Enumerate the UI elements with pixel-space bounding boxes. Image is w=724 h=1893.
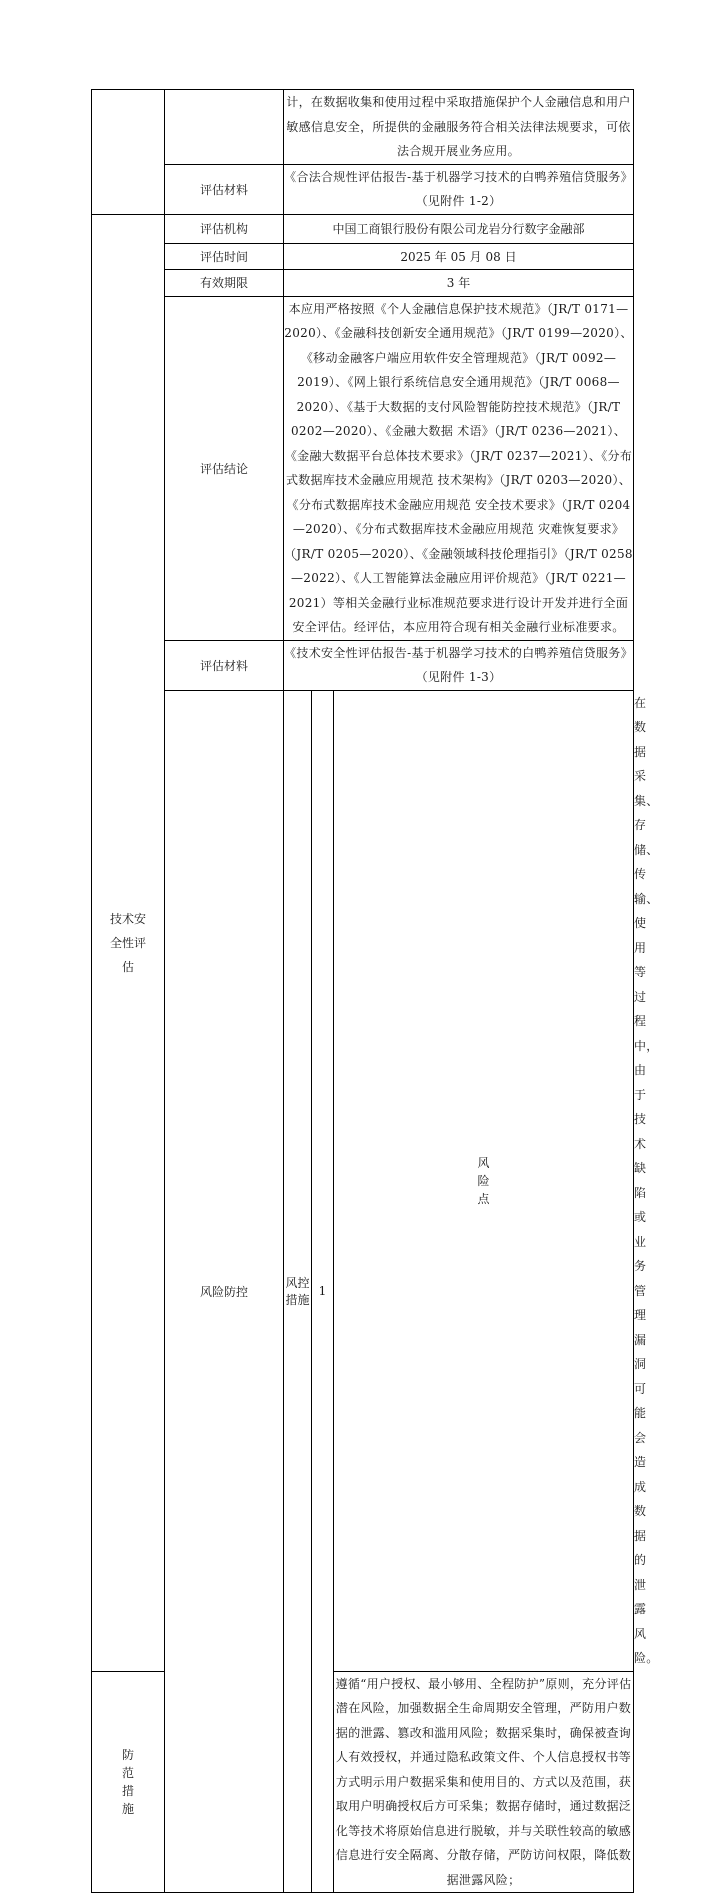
compliance-section-cell <box>92 90 165 215</box>
time-value: 2025 年 05 月 08 日 <box>284 243 634 269</box>
compliance-material-value: 《合法合规性评估报告-基于机器学习技术的白鸭养殖信贷服务》（见附件 1-2） <box>284 164 634 214</box>
tech-material-value: 《技术安全性评估报告-基于机器学习技术的白鸭养殖信贷服务》（见附件 1-3） <box>284 640 634 690</box>
time-label: 评估时间 <box>165 243 284 269</box>
risk-point-row: 风险防控 风控措施 1 风险点 在数据采集、存储、传输、使用等过程中，由于技术缺陷或业务管理漏洞可能会造成数据的泄露风险。 <box>92 690 634 1671</box>
risk-section-label: 风险防控 <box>165 690 284 1893</box>
tech-section-label <box>92 214 165 1671</box>
risk-point-label: 风险点 <box>477 1155 490 1206</box>
compliance-material-label: 评估材料 <box>165 164 284 214</box>
evaluation-table <box>91 89 659 1893</box>
prevention-label: 防范措施 <box>122 1747 135 1816</box>
org-value: 中国工商银行股份有限公司龙岩分行数字金融部 <box>284 214 634 243</box>
tech-material-label: 评估材料 <box>165 640 284 690</box>
tech-section-label-text: 技术安全性评估 <box>109 911 146 974</box>
prevention-value: 遵循“用户授权、最小够用、全程防护”原则，充分评估潜在风险，加强数据全生命周期安全管理，严防用户数据的泄露、篡改和滥用风险；数据采集时，确保被查询人有效授权，并通过隐私政策文件、个人信息授权书等方式明示用户数据采集和使用目的、方式以及范围，获取用户明确授权后方可采集；数据存储时，通过数据泛化等技术将原始信息进行脱敏，并与关联性较高的敏感信息进行安全隔离、分散存储，严防访问权限，降低数据泄露风险； <box>334 1671 634 1893</box>
tech-time-row <box>92 243 634 269</box>
org-label: 评估机构 <box>165 214 284 243</box>
tech-material-row <box>92 640 634 690</box>
conclusion-value: 本应用严格按照《个人金融信息保护技术规范》（JR/T 0171—2020）、《金融科技创新安全通用规范》（JR/T 0199—2020）、《移动金融客户端应用软件安全管理规范》（JR/T 0092—2019）、《网上银行系统信息安全通用规范》（JR/T 0068—2020）、《基于大数据的支付风险智能防控技术规范》（JR/T 0202—2020）、《金融大数据 术语》（JR/T 0236—2021）、《金融大数据平台总体技术要求》（JR/T 0237—2021）、《分布式数据库技术金融应用规范 技术架构》（JR/T 0203—2020）、《分布式数据库技术金融应用规范 安全技术要求》（JR/T 0204—2020）、《分布式数据库技术金融应用规范 灾难恢复要求》（JR/T 0205—2020）、《金融领域科技伦理指引》（JR/T 0258—2022）、《人工智能算法金融应用评价规范》（JR/T 0221—2021）等相关金融行业标准规范要求进行设计开发并进行全面安全评估。经评估，本应用符合现有相关金融行业标准要求。 <box>284 296 634 640</box>
validity-value: 3 年 <box>284 269 634 296</box>
tech-validity-row <box>92 269 634 296</box>
compliance-conclusion-label-cell <box>165 90 284 165</box>
tech-conclusion-row <box>92 296 634 640</box>
compliance-material-row <box>92 164 634 214</box>
compliance-conclusion-row <box>92 90 634 165</box>
compliance-conclusion-text: 计，在数据收集和使用过程中采取措施保护个人金融信息和用户敏感信息安全，所提供的金融服务符合相关法律法规要求，可依法合规开展业务应用。 <box>284 90 634 165</box>
validity-label: 有效期限 <box>165 269 284 296</box>
tech-org-row <box>92 214 634 243</box>
measures-label: 风控措施 <box>284 690 312 1893</box>
conclusion-label: 评估结论 <box>165 296 284 640</box>
prevention-label-cell <box>92 1671 165 1893</box>
risk-point-label-cell <box>334 690 634 1671</box>
measure-index: 1 <box>312 690 334 1893</box>
